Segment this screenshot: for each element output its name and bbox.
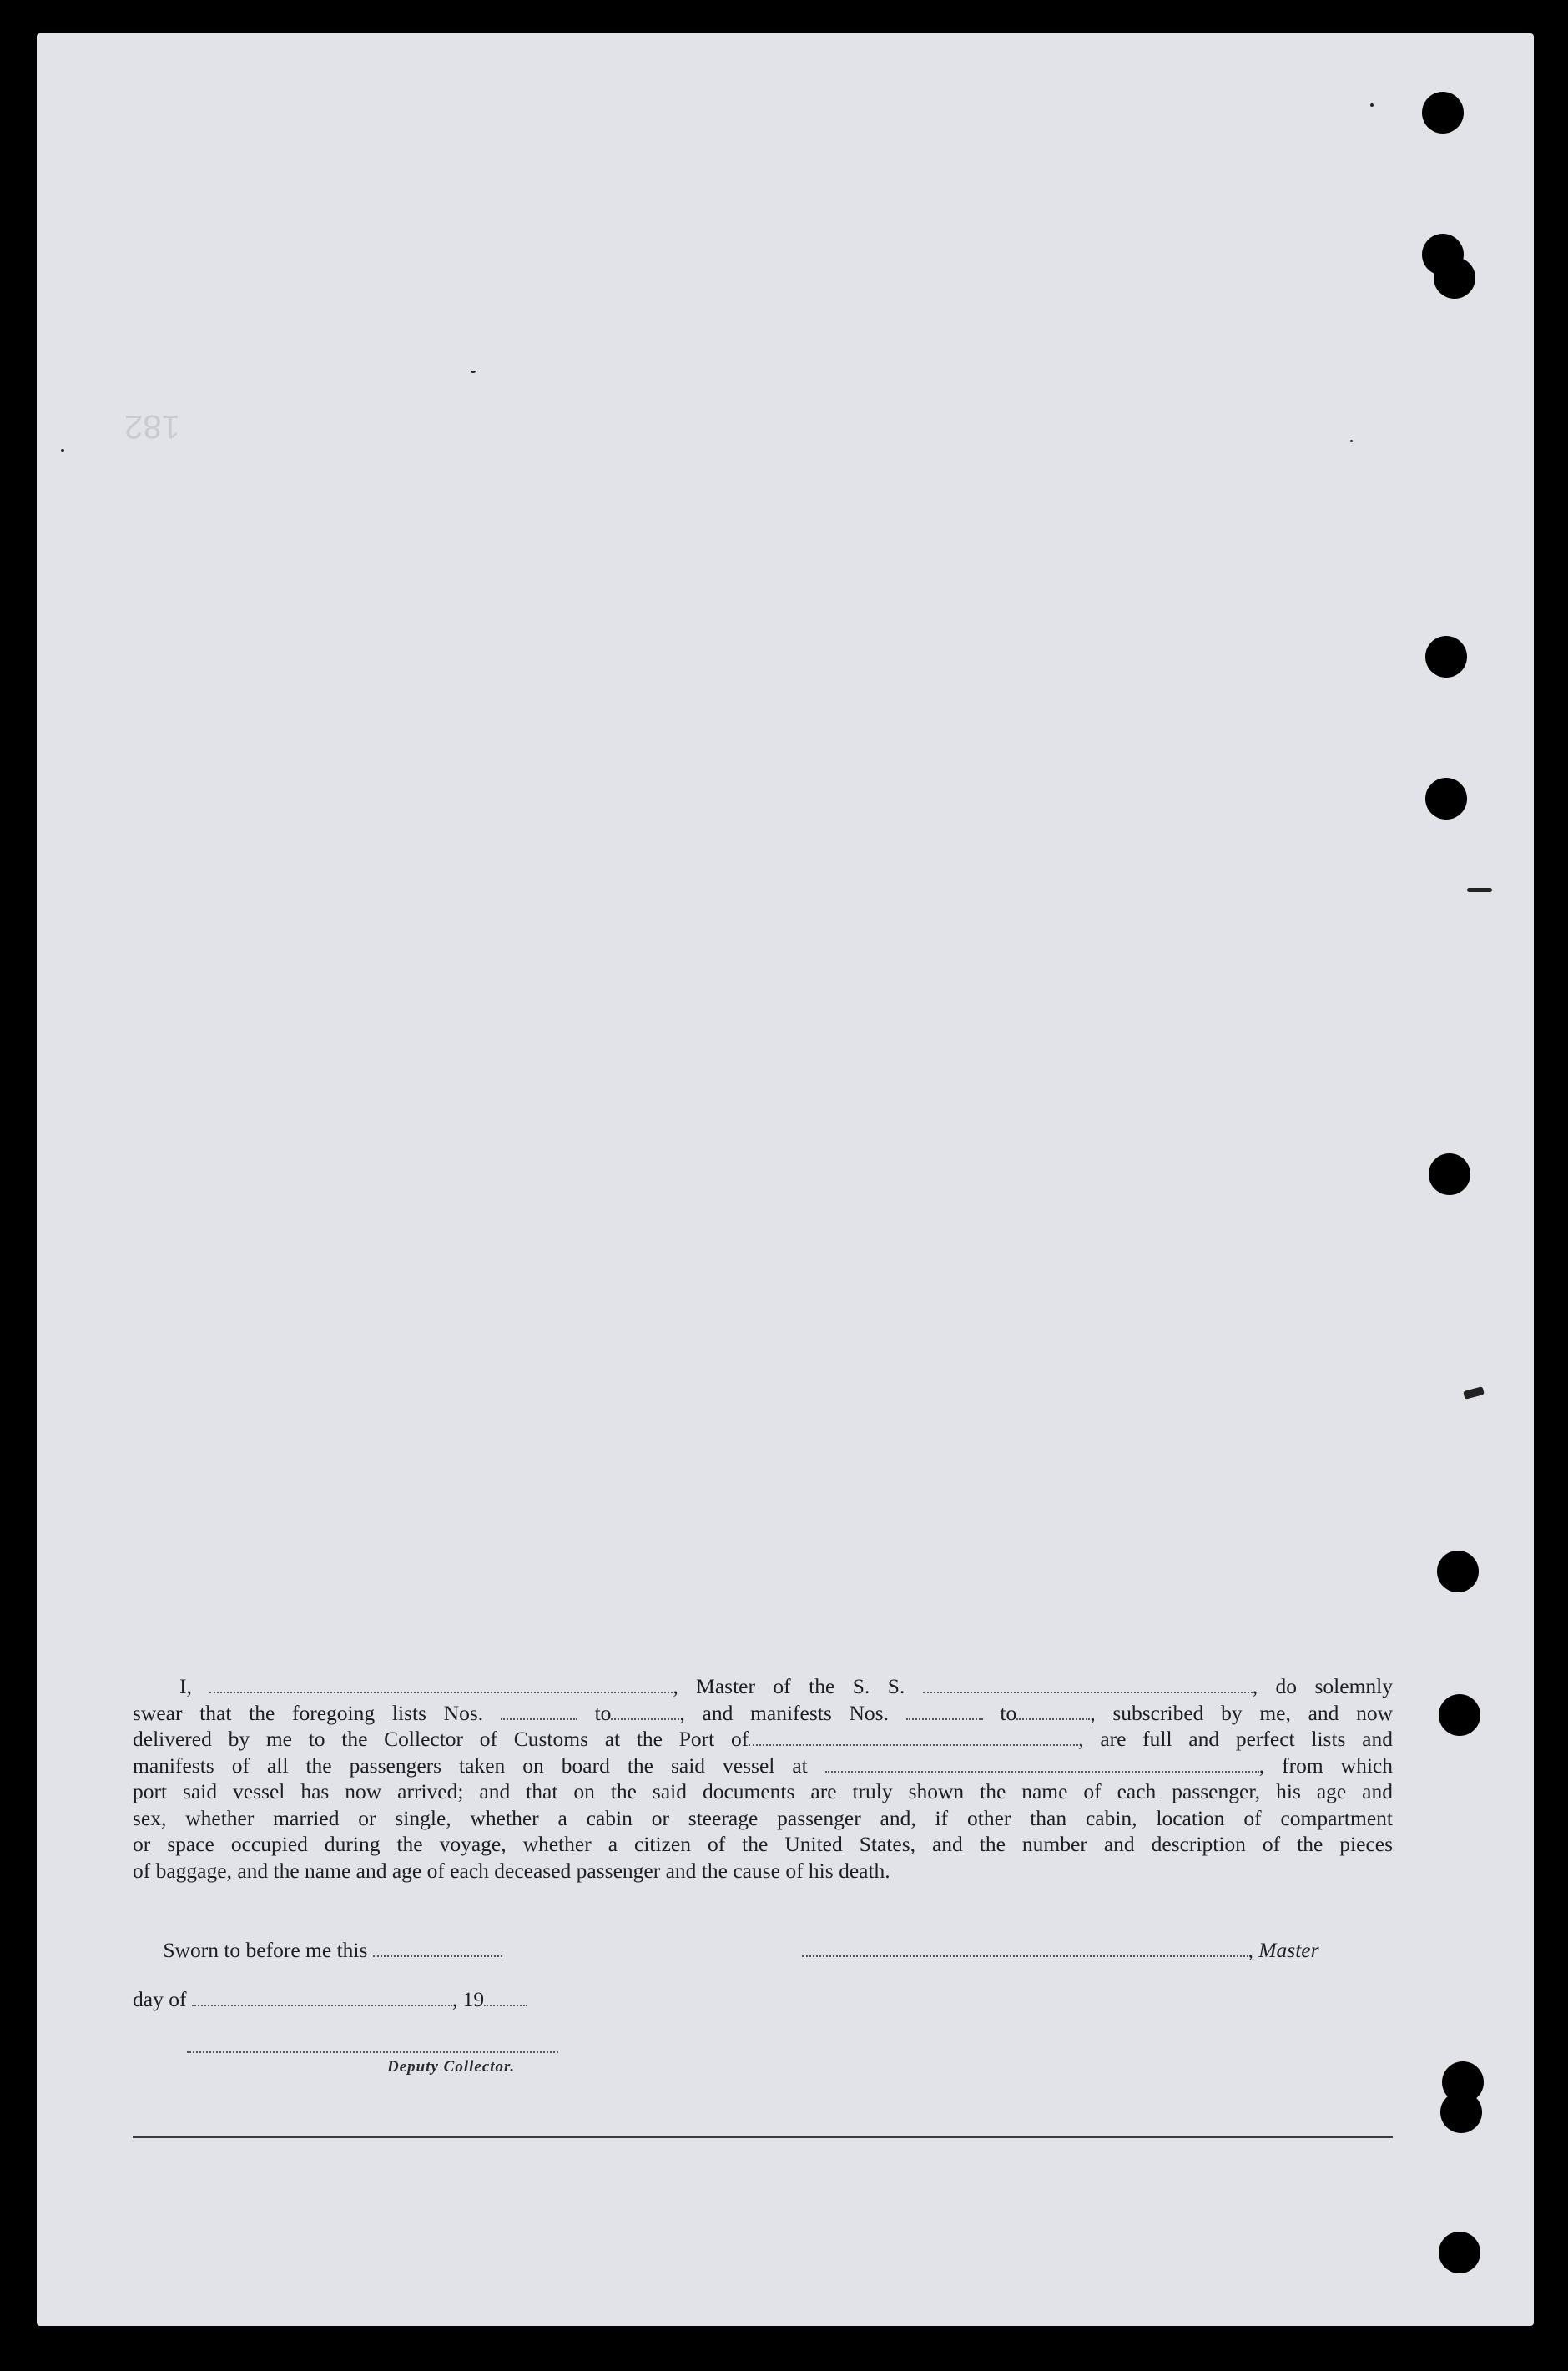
master-name-blank[interactable] bbox=[209, 1677, 673, 1693]
oath-text: , Master of the S. S. bbox=[673, 1674, 905, 1698]
punch-hole bbox=[1440, 2091, 1482, 2133]
list-to-blank[interactable] bbox=[611, 1703, 679, 1720]
oath-line bbox=[133, 1700, 1393, 1727]
oath-text: delivered by me to the Collector of Customs at the Port of bbox=[133, 1727, 749, 1751]
punch-hole bbox=[1439, 2232, 1480, 2273]
manifest-to-blank[interactable] bbox=[1016, 1703, 1090, 1720]
oath-line: sex, whether married or single, whether a cabin or steerage passenger and, if other than cabin, location of compartment bbox=[133, 1805, 1393, 1830]
day-of-row bbox=[133, 1987, 1430, 2012]
oath-text: I, bbox=[179, 1674, 192, 1698]
master-label: , Master bbox=[1248, 1938, 1319, 1962]
sworn-date-blank[interactable] bbox=[373, 1940, 502, 1957]
master-signature-blank[interactable] bbox=[802, 1940, 1248, 1957]
departure-port-blank[interactable] bbox=[825, 1756, 1259, 1773]
oath-text: , from which bbox=[1258, 1753, 1394, 1778]
list-from-blank[interactable] bbox=[501, 1703, 577, 1720]
punch-hole bbox=[1425, 778, 1467, 820]
oath-text: , and manifests Nos. bbox=[679, 1700, 889, 1725]
oath-text: manifests of all the passengers taken on board the said vessel at bbox=[133, 1753, 808, 1778]
punch-hole bbox=[1425, 636, 1467, 678]
deputy-signature-blank[interactable] bbox=[187, 2036, 558, 2053]
vessel-name-blank[interactable] bbox=[923, 1677, 1253, 1693]
form-page bbox=[37, 33, 1534, 2326]
month-blank[interactable] bbox=[192, 1990, 452, 2006]
bottom-rule bbox=[133, 2136, 1393, 2138]
manifest-from-blank[interactable] bbox=[906, 1703, 983, 1720]
punch-hole bbox=[1437, 1551, 1479, 1592]
oath-line: port said vessel has now arrived; and that on the said documents are truly shown the name of each passenger, his age and bbox=[133, 1779, 1393, 1803]
speck bbox=[1370, 103, 1374, 107]
day-of-label: day of bbox=[133, 1987, 187, 2011]
oath-text: , subscribed by me, and now bbox=[1090, 1700, 1394, 1725]
year-label: , 19 bbox=[451, 1987, 485, 2011]
sworn-row bbox=[133, 1938, 1430, 1963]
oath-text: to bbox=[1000, 1700, 1017, 1725]
year-blank[interactable] bbox=[484, 1990, 527, 2006]
punch-hole bbox=[1439, 1694, 1480, 1736]
deputy-collector-label: Deputy Collector. bbox=[387, 2058, 516, 2076]
speck bbox=[1467, 888, 1492, 892]
oath-line bbox=[133, 1726, 1393, 1753]
oath-line bbox=[133, 1753, 1393, 1779]
faint-page-number: 182 bbox=[124, 408, 180, 445]
speck bbox=[61, 449, 64, 452]
punch-hole bbox=[1434, 257, 1475, 299]
oath-text: swear that the foregoing lists Nos. bbox=[133, 1700, 484, 1725]
oath-text: to bbox=[594, 1700, 612, 1725]
oath-paragraph bbox=[133, 1673, 1393, 1884]
speck bbox=[471, 371, 476, 373]
oath-text: , are full and perfect lists and bbox=[1078, 1727, 1393, 1751]
oath-line: or space occupied during the voyage, whether a citizen of the United States, and the number and description of the pieces bbox=[133, 1832, 1393, 1856]
sworn-label: Sworn to before me this bbox=[163, 1938, 368, 1962]
speck bbox=[1463, 1386, 1485, 1400]
port-blank[interactable] bbox=[749, 1729, 1078, 1746]
punch-hole bbox=[1429, 1153, 1470, 1195]
oath-line: of baggage, and the name and age of each deceased passenger and the cause of his death. bbox=[133, 1858, 890, 1883]
speck bbox=[1350, 440, 1353, 442]
oath-text: , do solemnly bbox=[1252, 1674, 1394, 1698]
oath-line bbox=[133, 1673, 1393, 1700]
punch-hole bbox=[1422, 92, 1464, 134]
